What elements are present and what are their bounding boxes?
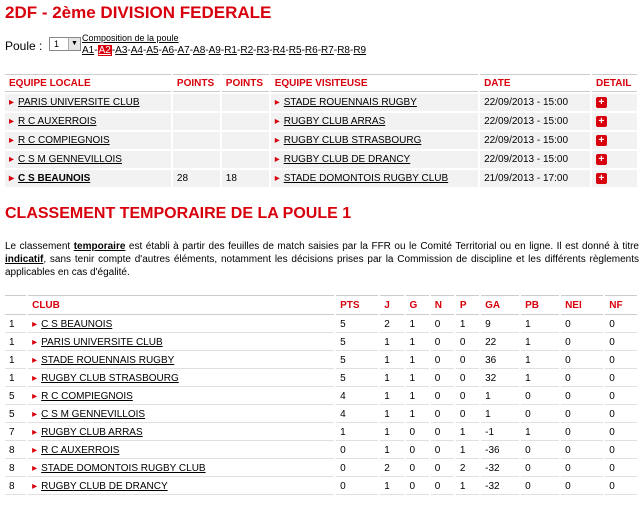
stat-cell: 0 [561,335,603,351]
plus-icon[interactable]: + [596,135,607,146]
stat-cell: 1 [406,317,429,333]
stat-cell: 1 [406,353,429,369]
classement-title: CLASSEMENT TEMPORAIRE DE LA POULE 1 [5,205,352,222]
stat-cell: 0 [521,407,559,423]
stat-cell: 1 [456,317,479,333]
away-points: 18 [222,170,269,187]
standings-col-header: PB [521,295,559,315]
classement-description [5,240,639,279]
stat-cell: 0 [456,353,479,369]
rank-cell: 5 [5,407,26,423]
match-row [5,94,637,111]
stat-cell: 2 [380,461,403,477]
stat-cell: 1 [380,425,403,441]
stat-cell: -32 [481,479,519,495]
stat-cell: 1 [456,443,479,459]
stat-cell: 1 [406,335,429,351]
standings-row [5,371,637,387]
desc-indicatif: indicatif [5,254,44,265]
standings-col-header: PTS [336,295,378,315]
stat-cell: 9 [481,317,519,333]
standings-col-header: NEI [561,295,603,315]
pool-link-a1[interactable]: A1 [82,45,95,56]
pool-link-separator: - [349,45,354,56]
pool-link-separator: - [220,45,225,56]
standings-col-header: P [456,295,479,315]
matches-header-row [5,74,637,92]
detail-cell [592,94,637,111]
pool-link-r4[interactable]: R4 [272,45,286,56]
matches-col-header: DETAIL [592,74,637,92]
stat-cell: 5 [336,335,378,351]
standings-row [5,353,637,369]
stat-cell: 0 [605,317,637,333]
rank-cell: 1 [5,335,26,351]
away-team-link[interactable]: ▸ STADE ROUENNAIS RUGBY [271,94,478,111]
away-team-link[interactable]: ▸ RUGBY CLUB ARRAS [271,113,478,130]
stat-cell: 0 [336,461,378,477]
stat-cell: 0 [561,389,603,405]
plus-icon[interactable]: + [596,97,607,108]
stat-cell: 0 [561,479,603,495]
stat-cell: 22 [481,335,519,351]
stat-cell: 0 [431,317,454,333]
pool-link-separator: - [174,45,178,56]
stat-cell: 1 [406,407,429,423]
away-points [222,132,269,149]
plus-icon[interactable]: + [596,173,607,184]
matches-col-header: DATE [480,74,590,92]
pool-link-separator: - [189,45,194,56]
pool-link-r2[interactable]: R2 [240,45,254,56]
pool-link-separator: - [237,45,241,56]
stat-cell: 0 [521,443,559,459]
stat-cell: -32 [481,461,519,477]
standings-row [5,425,637,441]
desc-part-2: est établi à partir des feuilles de match saisies par la FFR ou le Comité Territorial ou en ligne. Il est donné à titre [125,241,639,252]
stat-cell: 0 [456,335,479,351]
home-team-link[interactable]: ▸ C S BEAUNOIS [5,170,171,187]
pool-link-separator: - [269,45,273,56]
match-date: 22/09/2013 - 15:00 [480,94,590,111]
poule-label: Poule : [5,39,43,53]
away-team-link[interactable]: ▸ STADE DOMONTOIS RUGBY CLUB [271,170,478,187]
standings-table [3,293,639,497]
pool-link-a7[interactable]: A7 [177,45,190,56]
rank-cell: 7 [5,425,26,441]
stat-cell: 0 [431,425,454,441]
standings-col-header: N [431,295,454,315]
away-team-link[interactable]: ▸ RUGBY CLUB STRASBOURG [271,132,478,149]
match-row [5,151,637,168]
pool-link-r1[interactable]: R1 [224,45,237,56]
stat-cell: 0 [561,371,603,387]
stat-cell: 0 [406,479,429,495]
pool-link-a5[interactable]: A5 [146,45,159,56]
pool-link-separator: - [158,45,162,56]
pool-link-separator: - [317,45,322,56]
stat-cell: 1 [521,335,559,351]
stat-cell: 1 [521,425,559,441]
club-link[interactable]: ▸ C S BEAUNOIS [28,317,334,333]
desc-part-3: , sans tenir compte d'autres éléments, notamment les décisions prises par la Commission de discipline et les différents règlements applicables en cas d'égalité. [5,254,639,278]
pool-link-separator: - [253,45,257,56]
matches-col-header: EQUIPE LOCALE [5,74,171,92]
pool-link-separator: - [111,45,116,56]
matches-col-header: POINTS [222,74,269,92]
desc-part-1: Le classement [5,241,74,252]
standings-col-header: CLUB [28,295,334,315]
pool-link-a6[interactable]: A6 [161,45,175,56]
home-points: 28 [173,170,220,187]
rank-cell: 1 [5,353,26,369]
stat-cell: 2 [380,317,403,333]
stat-cell: 0 [456,371,479,387]
stat-cell: 0 [561,425,603,441]
rank-cell: 8 [5,461,26,477]
stat-cell: 0 [431,407,454,423]
rank-cell: 8 [5,443,26,459]
poule-select-value: 1 [54,39,60,49]
stat-cell: 0 [561,353,603,369]
pool-link-separator: - [94,45,98,56]
rank-cell: 1 [5,317,26,333]
stat-cell: 1 [380,443,403,459]
composition-link[interactable]: Composition de la poule [82,33,179,43]
pool-link-a8[interactable]: A8 [193,45,206,56]
standings-row [5,443,637,459]
stat-cell: 0 [605,335,637,351]
stat-cell: 0 [561,407,603,423]
poule-select[interactable] [49,37,81,51]
pool-link-separator: - [205,45,209,56]
stat-cell: 1 [456,479,479,495]
stat-cell: 1 [380,335,403,351]
stat-cell: 1 [380,389,403,405]
pool-link-r3[interactable]: R3 [256,45,270,56]
detail-cell [592,113,637,130]
stat-cell: 1 [380,353,403,369]
standings-row [5,479,637,495]
club-link[interactable]: ▸ RUGBY CLUB STRASBOURG [28,371,334,387]
standings-col-header [5,295,26,315]
stat-cell: 1 [521,353,559,369]
stat-cell: 0 [406,461,429,477]
pool-link-r7[interactable]: R7 [321,45,334,56]
stat-cell: 1 [380,479,403,495]
rank-cell: 5 [5,389,26,405]
match-date: 21/09/2013 - 17:00 [480,170,590,187]
matches-col-header: EQUIPE VISITEUSE [271,74,478,92]
standings-row [5,335,637,351]
stat-cell: 5 [336,371,378,387]
stat-cell: 0 [605,425,637,441]
stat-cell: 0 [521,461,559,477]
stat-cell: 0 [456,389,479,405]
stat-cell: 0 [561,317,603,333]
page-title: 2DF - 2ème DIVISION FEDERALE [5,3,272,22]
stat-cell: 0 [605,461,637,477]
stat-cell: 0 [431,461,454,477]
standings-row [5,461,637,477]
home-points [173,151,220,168]
match-row [5,170,637,187]
match-date: 22/09/2013 - 15:00 [480,113,590,130]
stat-cell: 1 [406,389,429,405]
standings-row [5,317,637,333]
club-link[interactable]: ▸ STADE DOMONTOIS RUGBY CLUB [28,461,334,477]
stat-cell: -1 [481,425,519,441]
home-points [173,94,220,111]
club-link[interactable]: ▸ STADE ROUENNAIS RUGBY [28,353,334,369]
stat-cell: 0 [406,425,429,441]
standings-row [5,389,637,405]
pool-link-r5[interactable]: R5 [288,45,302,56]
stat-cell: 0 [431,443,454,459]
matches-col-header: POINTS [173,74,220,92]
stat-cell: 0 [605,407,637,423]
stat-cell: 0 [431,389,454,405]
plus-icon[interactable]: + [596,116,607,127]
club-link[interactable]: ▸ C S M GENNEVILLOIS [28,407,334,423]
pool-link-separator: - [301,45,305,56]
rank-cell: 1 [5,371,26,387]
stat-cell: 0 [431,371,454,387]
standings-col-header: NF [605,295,637,315]
standings-col-header: J [380,295,403,315]
pool-link-a9[interactable]: A9 [208,45,221,56]
pool-link-separator: - [333,45,338,56]
home-points [173,132,220,149]
club-link[interactable]: ▸ R C COMPIEGNOIS [28,389,334,405]
home-team-link[interactable]: ▸ R C COMPIEGNOIS [5,132,171,149]
stat-cell: 0 [336,479,378,495]
stat-cell: 1 [481,389,519,405]
pool-link-r6[interactable]: R6 [304,45,318,56]
desc-temporaire: temporaire [73,241,126,252]
rank-cell: 8 [5,479,26,495]
pool-link-separator: - [142,45,147,56]
match-row [5,132,637,149]
club-link[interactable]: ▸ R C AUXERROIS [28,443,334,459]
detail-cell [592,170,637,187]
stat-cell: 1 [521,317,559,333]
plus-icon[interactable]: + [596,154,607,165]
match-row [5,113,637,130]
stat-cell: 0 [456,407,479,423]
stat-cell: 32 [481,371,519,387]
standings-col-header: GA [481,295,519,315]
home-team-link[interactable]: ▸ R C AUXERROIS [5,113,171,130]
home-team-link[interactable]: ▸ PARIS UNIVERSITE CLUB [5,94,171,111]
stat-cell: 0 [406,443,429,459]
stat-cell: 5 [336,317,378,333]
standings-col-header: G [406,295,429,315]
home-team-link[interactable]: ▸ C S M GENNEVILLOIS [5,151,171,168]
chevron-down-icon: ▼ [68,38,80,50]
stat-cell: 0 [605,443,637,459]
stat-cell: 2 [456,461,479,477]
stat-cell: 4 [336,407,378,423]
standings-row [5,407,637,423]
pool-links-nav [82,45,366,56]
stat-cell: 0 [521,479,559,495]
stat-cell: 0 [431,335,454,351]
stat-cell: -36 [481,443,519,459]
pool-link-separator: - [127,45,131,56]
pool-link-a2[interactable]: A2 [98,45,111,56]
stat-cell: 1 [456,425,479,441]
stat-cell: 0 [561,443,603,459]
stat-cell: 36 [481,353,519,369]
pool-link-a3[interactable]: A3 [115,45,128,56]
stat-cell: 5 [336,353,378,369]
stat-cell: 1 [380,407,403,423]
stat-cell: 1 [336,425,378,441]
club-link[interactable]: ▸ RUGBY CLUB DE DRANCY [28,479,334,495]
club-link[interactable]: ▸ RUGBY CLUB ARRAS [28,425,334,441]
standings-header-row [5,295,637,315]
stat-cell: 4 [336,389,378,405]
stat-cell: 1 [380,371,403,387]
stat-cell: 0 [521,389,559,405]
matches-table [3,72,639,189]
stat-cell: 0 [605,389,637,405]
club-link[interactable]: ▸ PARIS UNIVERSITE CLUB [28,335,334,351]
stat-cell: 0 [605,371,637,387]
stat-cell: 1 [406,371,429,387]
stat-cell: 0 [431,353,454,369]
stat-cell: 0 [336,443,378,459]
stat-cell: 0 [561,461,603,477]
home-points [173,113,220,130]
stat-cell: 1 [481,407,519,423]
pool-link-separator: - [285,45,289,56]
away-points [222,94,269,111]
match-date: 22/09/2013 - 15:00 [480,132,590,149]
pool-link-r8[interactable]: R8 [337,45,350,56]
away-points [222,113,269,130]
stat-cell: 0 [605,353,637,369]
detail-cell [592,151,637,168]
match-date: 22/09/2013 - 15:00 [480,151,590,168]
pool-link-r9[interactable]: R9 [353,45,367,56]
detail-cell [592,132,637,149]
away-team-link[interactable]: ▸ RUGBY CLUB DE DRANCY [271,151,478,168]
stat-cell: 1 [521,371,559,387]
stat-cell: 0 [605,479,637,495]
pool-link-a4[interactable]: A4 [130,45,143,56]
stat-cell: 0 [431,479,454,495]
away-points [222,151,269,168]
